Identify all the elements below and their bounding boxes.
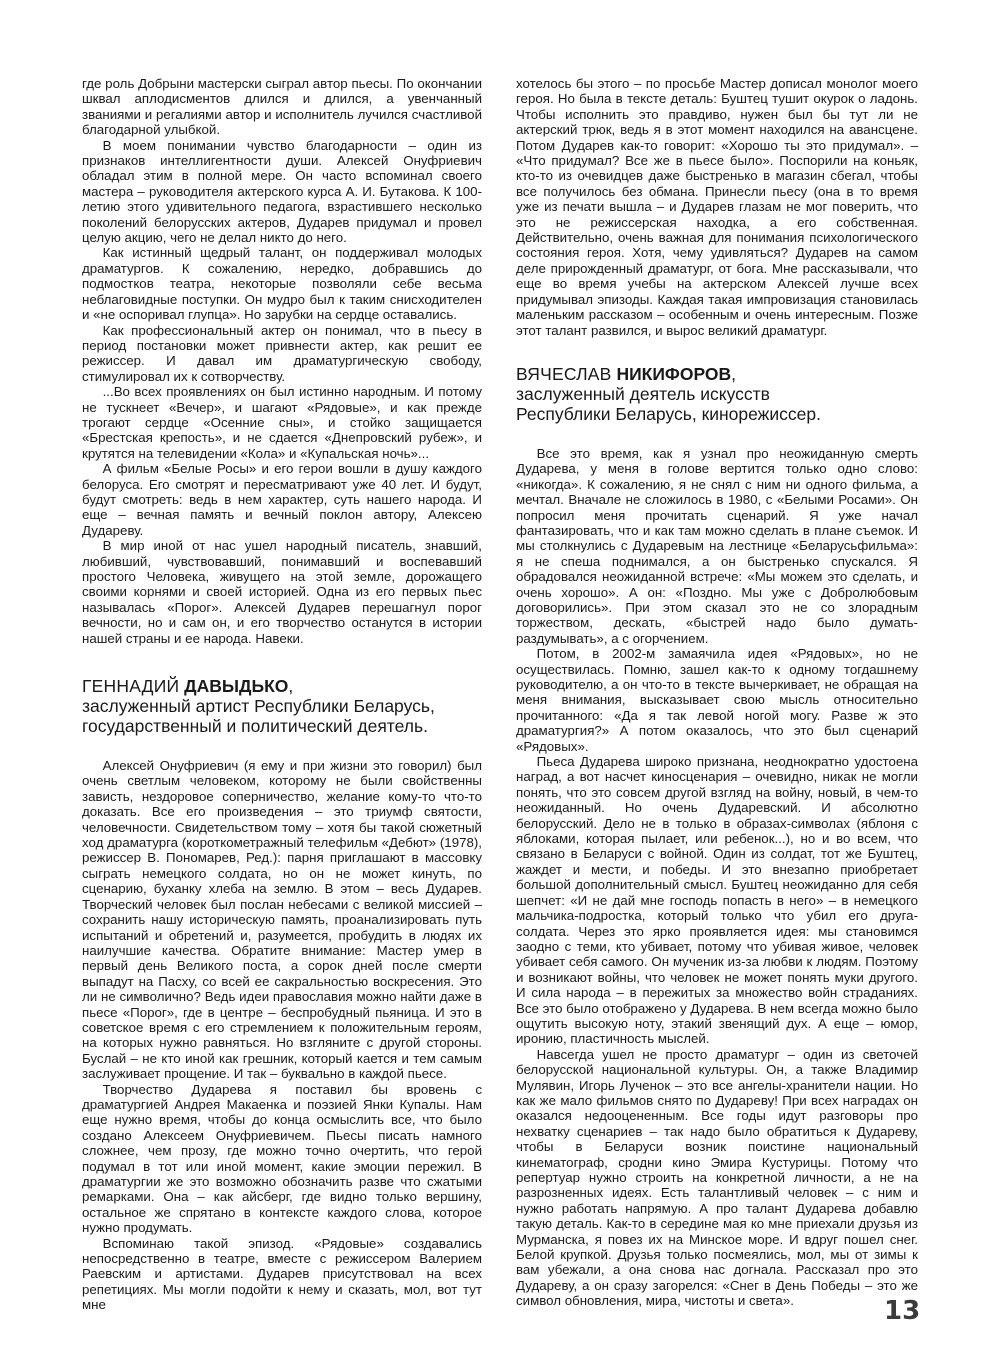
author-comma: , [731, 363, 737, 384]
paragraph: Все это время, как я узнал про неожиданную смерть Дударева, у меня в голове вертится только одно слово: «никогда». К сожалению, я не снял с ним ни одного фильма, а мечтал. Вначале не сложилось в 1980, с «Белыми Росами». Он попросил меня прочитать сценарий. Я уже начал фантазировать, что и как там можно сделать в плане съемок. И мы столкнулись с Дударевым на лестнице «Беларусьфильма»: я не спеша поднимался, а он быстренько спускался. Я обрадовался неожиданной встрече: «Мы можем это сделать, и очень хорошо». А он: «Поздно. Мы уже с Добролюбовым договорились». При этом сказал это не со злорадным торжеством, дескать, «быстрей надо было думать-раздумывать», а с огорчением. [516, 445, 918, 646]
paragraph: где роль Добрыни мастерски сыграл автор пьесы. По окончании шквал аплодисментов длился и длился, а увенчанный званиями и регалиями автор и исполнитель лучился счастливой благодарной улыбкой. [82, 76, 482, 138]
author-surname: ДАВЫДЬКО [184, 676, 289, 697]
paragraph: В мир иной от нас ушел народный писатель, знавший, любивший, чувствовавший, понимавший и воспевавший простого Человека, живущего на этой земле, дорожащего своими корнями и своей историей. Одна из его первых пьес называлась «Порог». Алексей Дударев перешагнул порог вечности, но и сам он, и его творчество останутся в истории нашей страны и ее народа. Навеки. [82, 538, 482, 646]
left-column [82, 76, 482, 1313]
paragraph: Пьеса Дударева широко признана, неоднократно удостоена наград, а вот насчет киносценария – очевидно, никак не могли понять, что это совсем другой взгляд на войну, новый, в чем-то неожиданный. Но очень Дударевский. И абсолютно белорусский. Дело не в только в образах-символах (яблоня с яблоками, которая пылает, или ребенок...), но и во всем, что связано в Беларуси с войной. Один из солдат, тот же Буштец, жаждет и мести, и победы. И это внезапно приобретает большой дополнительный смысл. Буштец неожиданно для себя шепчет: «И не дай мне господь попасть в него» – в немецкого мальчика-подростка, который только что убил его друга-солдата. Через это ярко проявляется идея: мы становимся заодно с теми, кто убивает, потому что убивая живое, человек убивает себя самого. Он мученик из-за любви к людям. Поэтому и возникают войны, что человек не может понять муки другого. И сила народа – в пережитых за множество войн страданиях. Все это было отображено у Дударева. В нем всегда можно было ощутить высокую ноту, этакий звенящий дух. А еще – юмор, иронию, пластичность мыслей. [516, 754, 918, 1047]
author-role-line1: заслуженный артист Республики Беларусь, [82, 696, 435, 717]
author-first-name: ГЕННАДИЙ [82, 676, 180, 697]
author-comma: , [288, 676, 294, 697]
author-heading-nikiforov [516, 364, 918, 424]
paragraph: В моем понимании чувство благодарности – один из признаков интеллигентности души. Алексей Онуфриевич обладал этим в полной мере. Он часто вспоминал своего мастера – руководителя актерского курса А. И. Бутакова. К 100-летию этого удивительного педагога, взрастившего несколько поколений белорусских актеров, Дударев придумал и провел целую акцию, чего не делал никто до него. [82, 137, 482, 246]
paragraph: Алексей Онуфриевич (я ему и при жизни это говорил) был очень светлым человеком, которому не были свойственны зависть, нездоровое соперничество, желание кому-то что-то доказать. Все его произведения – это триумф святости, человечности. Свидетельством тому – хотя бы такой сюжетный ход драматурга (короткометражный телефильм «Дебют» (1978), режиссер В. Пономарев, Ред.): парня приглашают в массовку сыграть немецкого солдата, но он не может кинуть, по сценарию, буханку хлеба на землю. В этом – весь Дударев. Творческий человек был послан небесами с великой миссией – сохранить нашу историческую память, проанализировать путь испытаний и обретений и, разумеется, пробудить в людях их наилучшие качества. Обратите внимание: Мастер умер в первый день Великого поста, а сорок дней после смерти выпадут на Пасху, со всей ее сакральностью воскресения. Это ли не символично? Ведь идеи православия можно найти даже в пьесе «Порог», где в центре – беспробудный пьяница. И это в советское время с его стремлением к положительным героям, на которых нужно равняться. Но взгляните с другой стороны. Буслай – не кто иной как грешник, который кается и тем самым заслуживает прощение. И так – буквально в каждой пьесе. [82, 758, 482, 1082]
paragraph: Навсегда ушел не просто драматург – один из светочей белорусской национальной культуры. Он, а также Владимир Мулявин, Игорь Лученок – это все ангелы-хранители нации. Но как же мало фильмов снято по Дудареву! При всех наградах он оказался недооцененным. Все годы идут разговоры про нехватку сценариев – так надо было обратиться к Дудареву, чтобы в Беларуси возник поистине национальный кинематограф, сродни кино Эмира Кустурицы. Потому что репертуар нужно строить на конкретной личности, а не на разрозненных идеях. Есть талантливый человек – с ним и нужно работать напрямую. А про талант Дударева добавлю такую деталь. Как-то в середине мая ко мне приехали друзья из Мурманска, я повез их на Минское море. И вдруг пошел снег. Белой крупкой. Друзья только посмеялись, мол, мы от зимы к вам убежали, а она снова нас догнала. Рассказал про это Дудареву, а он сразу загорелся: «Снег в День Победы – это же символ обновления, мира, чистоты и света». [516, 1046, 918, 1309]
paragraph: А фильм «Белые Росы» и его герои вошли в душу каждого белоруса. Его смотрят и пересматривают уже 40 лет. И будут, будут смотреть: ведь в нем характер, суть нашего народа. И еще – вечная память и вечный поклон автору, Алексею Дудареву. [82, 461, 482, 538]
page-number: 13 [884, 1296, 921, 1326]
paragraph: Как истинный щедрый талант, он поддерживал молодых драматургов. К сожалению, нередко, добравшись до подмостков театра, некоторые позволяли себе весьма неблаговидные поступки. Он мудро был к таким снисходителен и «не оспоривал глупца». Но зарубки на сердце оставались. [82, 245, 482, 323]
paragraph: Творчество Дударева я поставил бы вровень с драматургией Андрея Макаенка и поэзией Янки Купалы. Нам еще нужно время, чтобы до конца осмыслить все, что было создано Алексеем Онуфриевичем. Пьесы писать намного сложнее, чем прозу, где можно точно очертить, что герой подумал в тот или иной момент, какие эмоции пережил. В драматургии же это возможно обозначить разве что сжатыми ремарками. Она – как айсберг, где видно только вершину, остальное же спрятано в контексте каждого слова, которое нужно продумать. [82, 1081, 482, 1236]
author-surname: НИКИФОРОВ [616, 363, 732, 384]
paragraph: ...Во всех проявлениях он был истинно народным. И потому не тускнеет «Вечер», и шагают «Рядовые», и как прежде трогают сердце «Осенние сны», и стойко защищается «Брестская крепость», и не сдается «Днепровский рубеж», и крутятся на телевидении «Кола» и «Купальская ночь»... [82, 384, 482, 461]
author-role-line1: заслуженный деятель искусств [516, 383, 770, 404]
author-role-line2: государственный и политический деятель. [82, 716, 428, 737]
paragraph: Как профессиональный актер он понимал, что в пьесу в период постановки может привнести актер, как решит ее режиссер. И давал им драматургическую свободу, стимулировал их к сотворчеству. [82, 322, 482, 384]
author-first-name: ВЯЧЕСЛАВ [516, 363, 612, 384]
paragraph: хотелось бы этого – по просьбе Мастер дописал монолог моего героя. Но была в тексте деталь: Буштец тушит окурок о ладонь. Чтобы исполнить это правдиво, нужен был бы тут ли не актерский трюк, ведь я в этот момент находился на авансцене. Потом Дударев как-то говорит: «Хорошо ты это придумал». – «Что придумал? Все же в пьесе было». Поспорили на коньяк, кто-то из очевидцев даже быстренько в магазин сбегал, чтобы все получилось без обмана. Принесли пьесу (она в то время уже из печати вышла – и Дударев глазам не мог поверить, что это не режиссерская находка, а его собственная. Действительно, очень важная для понимания психологического состояния героя. Хотя, чему удивляться? Дударев на самом деле прирожденный драматург, от бога. Мне рассказывали, что еще во время учебы на актерском Алексей лучше всех придумывал эпизоды. Каждая такая импровизация становилась маленьким рассказом – особенным и очень интересным. Позже этот талант развился, и вырос великий драматург. [516, 76, 918, 338]
paragraph: Вспоминаю такой эпизод. «Рядовые» создавались непосредственно в театре, вместе с режиссером Валерием Раевским и артистами. Дударев присутствовал на всех репетициях. Мы могли подойти к нему и сказать, мол, вот тут мне [82, 1235, 482, 1313]
paragraph: Потом, в 2002-м замаячила идея «Рядовых», но не осуществилась. Помню, зашел как-то к одному тогдашнему руководителю, а он что-то в тексте вычеркивает, не обращая на меня внимания, высказывает свою мысль относительно прочитанного: «Да я так левой ногой могу. Разве ж это драматургия?» А потом оказалось, что это был сценарий «Рядовых». [516, 646, 918, 754]
right-column [516, 76, 918, 1309]
author-role-line2: Республики Беларусь, кинорежиссер. [516, 403, 821, 424]
author-heading-davydko [82, 676, 482, 736]
